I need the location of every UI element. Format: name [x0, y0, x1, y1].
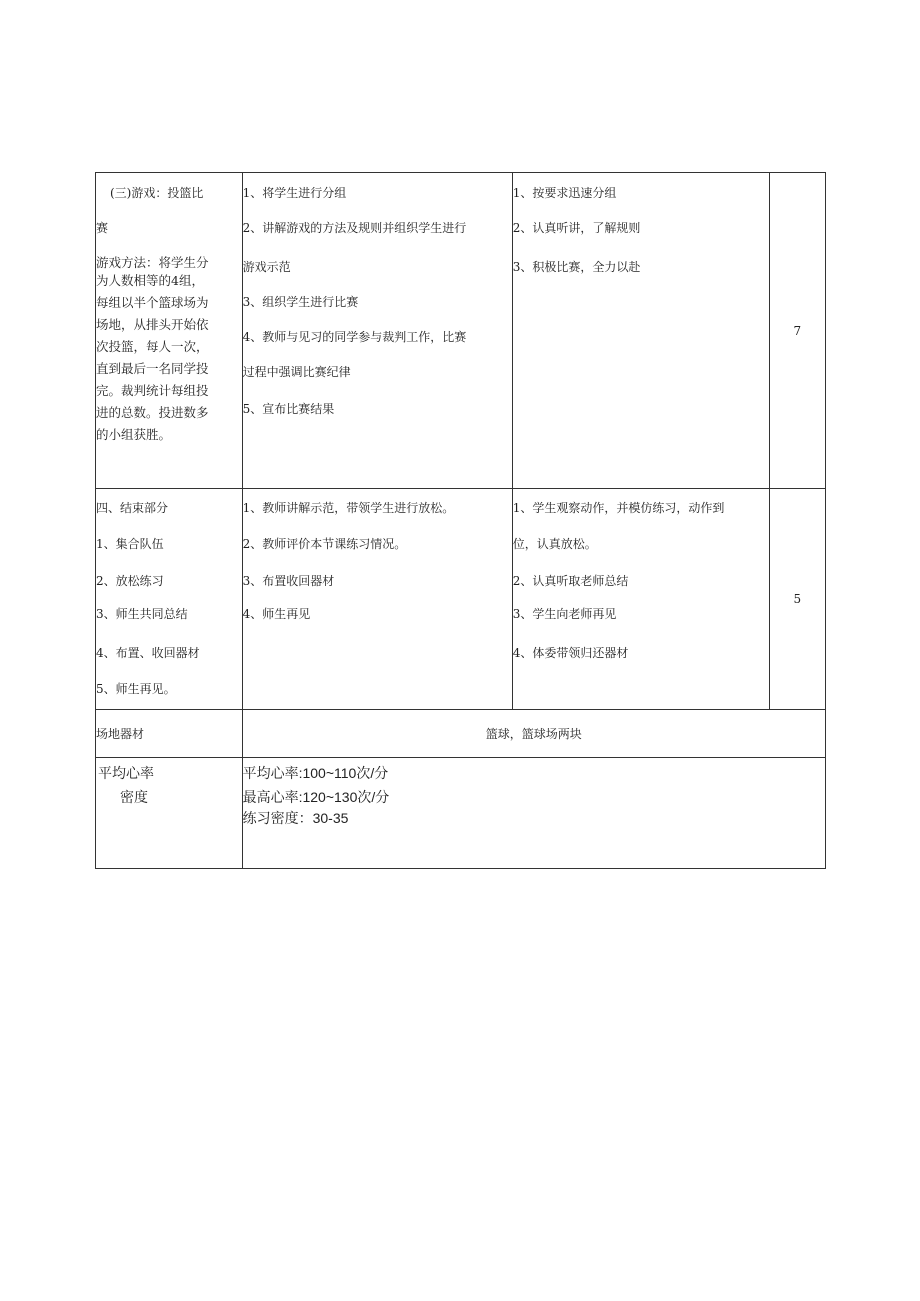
end-student-cell — [512, 489, 769, 710]
game-teacher-line: 2、讲解游戏的方法及规则并组织学生进行 — [242, 221, 467, 235]
end-content-line: 2、放松练习 — [96, 574, 164, 588]
end-student-line: 2、认真听取老师总结 — [512, 574, 629, 588]
end-time: 5 — [793, 592, 802, 606]
end-student-line: 位，认真放松。 — [512, 537, 597, 551]
equipment-row — [96, 710, 826, 758]
game-teacher-line: 过程中强调比赛纪律 — [242, 365, 351, 379]
game-method-line: 进的总数。投进数多 — [96, 405, 209, 420]
game-teacher-line: 3、组织学生进行比赛 — [242, 295, 359, 309]
game-student-cell — [512, 173, 769, 489]
game-student-line: 1、按要求迅速分组 — [512, 186, 617, 200]
heart-rate-row — [96, 758, 826, 869]
equipment-value-cell — [242, 710, 825, 758]
end-time-cell — [769, 489, 825, 710]
end-student-line: 1、学生观察动作，并模仿练习，动作到 — [512, 501, 725, 515]
game-method-line: 游戏方法：将学生分 — [96, 255, 209, 270]
game-method-line: 每组以半个篮球场为 — [96, 295, 209, 310]
equipment-label: 场地器材 — [96, 727, 145, 741]
end-student-line: 4、体委带领归还器材 — [512, 646, 629, 660]
game-teacher-line: 5、宣布比赛结果 — [242, 402, 335, 416]
heart-rate-label-line1: 平均心率 — [98, 765, 154, 781]
equipment-label-cell — [96, 710, 243, 758]
end-teacher-line: 4、师生再见 — [242, 607, 311, 621]
end-content-line: 5、师生再见。 — [96, 682, 176, 696]
game-section-row — [96, 173, 826, 489]
game-method-line: 直到最后一名同学投 — [96, 361, 209, 376]
game-teacher-line: 4、教师与见习的同学参与裁判工作，比赛 — [242, 330, 467, 344]
game-student-line: 2、认真听讲，了解规则 — [512, 221, 641, 235]
game-title-line2: 赛 — [96, 221, 109, 235]
heart-rate-value-cell — [242, 758, 825, 869]
lesson-plan-table — [95, 172, 826, 869]
game-content-cell — [96, 173, 243, 489]
end-content-line: 4、布置、收回器材 — [96, 646, 200, 660]
end-content-cell — [96, 489, 243, 710]
heart-rate-label-cell — [96, 758, 243, 869]
end-content-line: 四、结束部分 — [96, 501, 169, 515]
end-content-line: 3、师生共同总结 — [96, 607, 188, 621]
game-student-line: 3、积极比赛，全力以赴 — [512, 260, 641, 274]
game-method-line: 为人数相等的4组， — [96, 273, 204, 288]
end-section-row — [96, 489, 826, 710]
heart-rate-max: 最高心率:120~130次/分 — [242, 789, 390, 805]
end-teacher-line: 1、教师讲解示范，带领学生进行放松。 — [242, 501, 455, 515]
end-content-line: 1、集合队伍 — [96, 537, 164, 551]
game-teacher-line: 1、将学生进行分组 — [242, 186, 347, 200]
heart-rate-label-line2: 密度 — [120, 789, 148, 805]
end-teacher-cell — [242, 489, 512, 710]
end-teacher-line: 2、教师评价本节课练习情况。 — [242, 537, 407, 551]
end-student-line: 3、学生向老师再见 — [512, 607, 617, 621]
game-method-line: 完。裁判统计每组投 — [96, 383, 209, 398]
game-method-line: 次投篮，每人一次， — [96, 339, 209, 354]
game-method-line: 场地，从排头开始依 — [96, 317, 209, 332]
end-teacher-line: 3、布置收回器材 — [242, 574, 335, 588]
game-method-line: 的小组获胜。 — [96, 427, 172, 442]
game-time-cell — [769, 173, 825, 489]
game-time: 7 — [793, 323, 802, 338]
equipment-value: 篮球，篮球场两块 — [485, 727, 582, 741]
game-title-line1: (三)游戏：投篮比 — [110, 186, 204, 200]
game-teacher-line: 游戏示范 — [242, 260, 291, 274]
practice-density: 练习密度：30-35 — [242, 810, 349, 826]
game-teacher-cell — [242, 173, 512, 489]
heart-rate-avg: 平均心率:100~110次/分 — [242, 765, 389, 781]
